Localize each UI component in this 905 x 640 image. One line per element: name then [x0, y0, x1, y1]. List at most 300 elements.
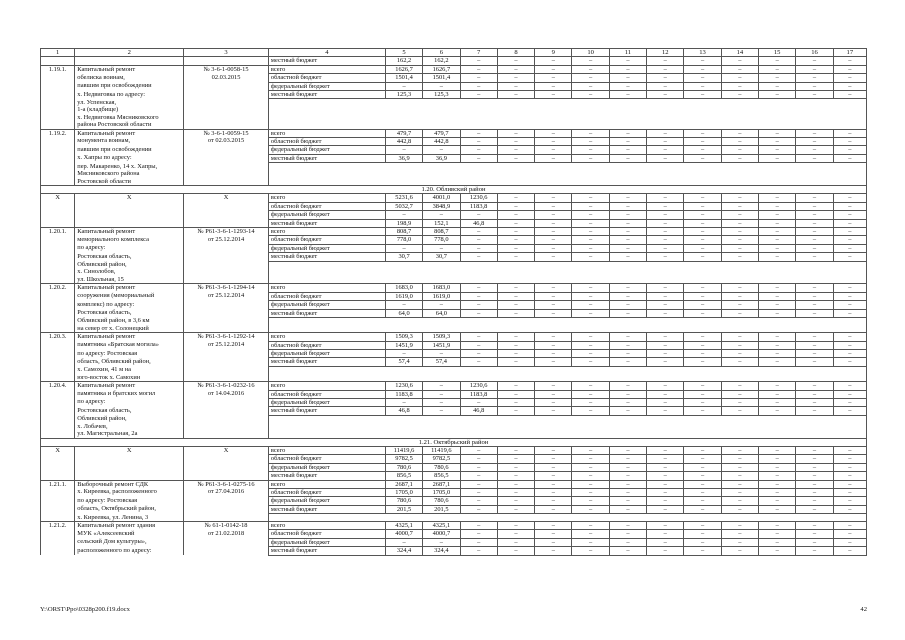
value-col9-cell: – — [535, 382, 572, 390]
document-cell — [184, 178, 269, 186]
value-col8-cell: – — [497, 194, 534, 202]
value-col7-cell: – — [460, 505, 497, 513]
value-col8-cell: – — [497, 65, 534, 73]
row-number-cell — [41, 497, 75, 505]
value-col9-cell: – — [535, 407, 572, 415]
value-col11-cell: – — [609, 82, 646, 90]
value-col10-cell: – — [572, 194, 609, 202]
value-col5-cell: 9782,5 — [385, 455, 422, 463]
value-col15-cell: – — [759, 91, 796, 99]
value-col12-cell: – — [647, 407, 684, 415]
document-cell: № Р61-3-6-1-1292-14 — [184, 333, 269, 341]
value-col9-cell: – — [535, 154, 572, 162]
continuation-row — [41, 415, 867, 422]
value-col13-cell: – — [684, 382, 721, 390]
object-name-cell: х. Лобачев, — [75, 423, 184, 430]
section-title: 1.21. Октябрьский район — [41, 438, 867, 446]
budget-source-cell: областной бюджет — [268, 202, 385, 210]
continuation-row — [41, 317, 867, 324]
value-col9-cell: – — [535, 390, 572, 398]
object-name-cell: Ростовская область, — [75, 407, 184, 415]
value-col12-cell: – — [647, 398, 684, 406]
value-col16-cell: – — [796, 65, 833, 73]
value-col16-cell: – — [796, 129, 833, 137]
value-col7-cell: – — [460, 538, 497, 546]
value-col6-cell: – — [423, 398, 460, 406]
value-col14-cell: – — [721, 65, 758, 73]
value-col5-cell: 1451,9 — [385, 341, 422, 349]
value-col9-cell: – — [535, 82, 572, 90]
value-col11-cell: – — [609, 211, 646, 219]
value-col16-cell: – — [796, 522, 833, 530]
table-row — [41, 236, 867, 244]
value-col17-cell: – — [833, 522, 866, 530]
value-col7-cell: – — [460, 227, 497, 235]
value-col8-cell: – — [497, 202, 534, 210]
value-col11-cell: – — [609, 497, 646, 505]
table-row — [41, 211, 867, 219]
row-number-cell — [41, 390, 75, 398]
value-col11-cell: – — [609, 91, 646, 99]
value-col7-cell: – — [460, 547, 497, 555]
value-col17-cell: – — [833, 455, 866, 463]
budget-source-cell: местный бюджет — [268, 91, 385, 99]
value-col10-cell: – — [572, 547, 609, 555]
row-number-cell: 1.21.2. — [41, 522, 75, 530]
column-number-header: 17 — [833, 49, 866, 57]
value-col12-cell: – — [647, 194, 684, 202]
value-col7-cell: – — [460, 446, 497, 454]
row-number-cell — [41, 430, 75, 438]
table-row — [41, 219, 867, 227]
value-col13-cell: – — [684, 244, 721, 252]
value-col6-cell: 57,4 — [423, 358, 460, 366]
document-cell — [184, 114, 269, 121]
row-number-cell — [41, 261, 75, 268]
value-col7-cell: – — [460, 292, 497, 300]
value-col9-cell: – — [535, 137, 572, 145]
budget-source-cell: местный бюджет — [268, 219, 385, 227]
value-col12-cell: – — [647, 382, 684, 390]
continuation-row — [41, 514, 867, 522]
value-col15-cell: – — [759, 129, 796, 137]
row-number-cell — [41, 530, 75, 538]
value-col8-cell: – — [497, 333, 534, 341]
value-col14-cell: – — [721, 505, 758, 513]
row-number-cell — [41, 244, 75, 252]
value-col6-cell: 30,7 — [423, 253, 460, 261]
value-col11-cell: – — [609, 65, 646, 73]
table-row — [41, 227, 867, 235]
value-col14-cell: – — [721, 398, 758, 406]
value-col12-cell: – — [647, 202, 684, 210]
value-col10-cell: – — [572, 390, 609, 398]
value-col17-cell: – — [833, 480, 866, 488]
value-col15-cell: – — [759, 407, 796, 415]
value-col15-cell: – — [759, 358, 796, 366]
value-col13-cell: – — [684, 530, 721, 538]
value-col5-cell: 1501,4 — [385, 74, 422, 82]
object-name-cell: х. Синолобов, — [75, 268, 184, 275]
value-col10-cell: – — [572, 202, 609, 210]
continuation-row — [41, 276, 867, 284]
value-col7-cell: – — [460, 398, 497, 406]
budget-source-cell: федеральный бюджет — [268, 497, 385, 505]
value-col13-cell: – — [684, 505, 721, 513]
value-col7-cell: – — [460, 211, 497, 219]
table-row — [41, 129, 867, 137]
value-col8-cell: – — [497, 91, 534, 99]
value-col6-cell: 1501,4 — [423, 74, 460, 82]
object-name-cell: Капитальный ремонт здания — [75, 522, 184, 530]
value-col5-cell: 125,3 — [385, 91, 422, 99]
value-col15-cell: – — [759, 253, 796, 261]
value-col6-cell: 152,1 — [423, 219, 460, 227]
value-col16-cell: – — [796, 446, 833, 454]
budget-source-cell: всего — [268, 194, 385, 202]
row-number-cell — [41, 358, 75, 366]
row-number-cell — [41, 463, 75, 471]
document-cell — [184, 350, 269, 358]
value-col5-cell: 1619,0 — [385, 292, 422, 300]
value-col7-cell: – — [460, 154, 497, 162]
value-col13-cell: – — [684, 137, 721, 145]
value-col13-cell: – — [684, 398, 721, 406]
value-col16-cell: – — [796, 236, 833, 244]
value-col5-cell: 4000,7 — [385, 530, 422, 538]
value-col11-cell: – — [609, 292, 646, 300]
continuation-row — [41, 178, 867, 186]
value-col12-cell: – — [647, 219, 684, 227]
value-col9-cell: – — [535, 358, 572, 366]
value-col7-cell: 46,8 — [460, 407, 497, 415]
row-number-cell — [41, 57, 75, 65]
value-col10-cell: – — [572, 129, 609, 137]
value-col13-cell: – — [684, 91, 721, 99]
value-col14-cell: – — [721, 91, 758, 99]
object-name-cell: МУК «Алексеевский — [75, 530, 184, 538]
document-cell: от 14.04.2016 — [184, 390, 269, 398]
value-col5-cell: 46,8 — [385, 407, 422, 415]
value-col12-cell: – — [647, 530, 684, 538]
row-number-cell — [41, 99, 75, 106]
object-name-cell — [75, 57, 184, 65]
value-col8-cell: – — [497, 538, 534, 546]
value-col13-cell: – — [684, 74, 721, 82]
table-row — [41, 333, 867, 341]
value-col11-cell: – — [609, 301, 646, 309]
value-col8-cell: – — [497, 129, 534, 137]
value-col6-cell: – — [423, 301, 460, 309]
document-cell — [184, 497, 269, 505]
value-col13-cell: – — [684, 292, 721, 300]
value-col10-cell: – — [572, 253, 609, 261]
value-col12-cell: – — [647, 538, 684, 546]
value-col7-cell: – — [460, 358, 497, 366]
value-col17-cell: – — [833, 211, 866, 219]
table-row — [41, 530, 867, 538]
value-col6-cell: 201,5 — [423, 505, 460, 513]
value-col11-cell: – — [609, 446, 646, 454]
value-col17-cell: – — [833, 301, 866, 309]
empty-cell — [268, 99, 866, 106]
column-number-header: 16 — [796, 49, 833, 57]
value-col5-cell: 778,0 — [385, 236, 422, 244]
value-col6-cell: – — [423, 407, 460, 415]
value-col10-cell: – — [572, 57, 609, 65]
value-col14-cell: – — [721, 129, 758, 137]
value-col14-cell: – — [721, 446, 758, 454]
value-col16-cell: – — [796, 301, 833, 309]
value-col6-cell: 778,0 — [423, 236, 460, 244]
value-col5-cell: 57,4 — [385, 358, 422, 366]
document-cell — [184, 463, 269, 471]
value-col15-cell: – — [759, 547, 796, 555]
value-col5-cell: 5032,7 — [385, 202, 422, 210]
value-col15-cell: – — [759, 382, 796, 390]
value-col11-cell: – — [609, 488, 646, 496]
object-name-cell: Мясниковского района — [75, 170, 184, 177]
empty-cell — [268, 163, 866, 170]
continuation-row — [41, 325, 867, 333]
value-col17-cell: – — [833, 253, 866, 261]
value-col14-cell: – — [721, 358, 758, 366]
document-cell: Х — [184, 194, 269, 202]
object-name-cell — [75, 219, 184, 227]
value-col14-cell: – — [721, 530, 758, 538]
table-row — [41, 57, 867, 65]
value-col8-cell: – — [497, 480, 534, 488]
value-col10-cell: – — [572, 301, 609, 309]
row-number-cell — [41, 146, 75, 154]
value-col17-cell: – — [833, 194, 866, 202]
value-col13-cell: – — [684, 227, 721, 235]
object-name-cell: по адресу: — [75, 244, 184, 252]
value-col6-cell: – — [423, 244, 460, 252]
value-col8-cell: – — [497, 74, 534, 82]
value-col15-cell: – — [759, 194, 796, 202]
object-name-cell: ул. Успенская, — [75, 99, 184, 106]
value-col13-cell: – — [684, 547, 721, 555]
value-col10-cell: – — [572, 65, 609, 73]
value-col15-cell: – — [759, 65, 796, 73]
row-number-cell — [41, 309, 75, 317]
value-col14-cell: – — [721, 137, 758, 145]
value-col12-cell: – — [647, 74, 684, 82]
value-col5-cell: 2687,1 — [385, 480, 422, 488]
document-cell — [184, 358, 269, 366]
value-col16-cell: – — [796, 284, 833, 292]
object-name-cell: пер. Макаренко, 14 х. Хапры, — [75, 163, 184, 170]
document-cell: № Р61-3-6-1-0232-16 — [184, 382, 269, 390]
value-col14-cell: – — [721, 390, 758, 398]
object-name-cell: павшим при освобождении — [75, 82, 184, 90]
empty-cell — [268, 374, 866, 382]
value-col9-cell: – — [535, 219, 572, 227]
value-col8-cell: – — [497, 301, 534, 309]
value-col13-cell: – — [684, 446, 721, 454]
value-col12-cell: – — [647, 211, 684, 219]
value-col6-cell: 780,6 — [423, 497, 460, 505]
value-col10-cell: – — [572, 146, 609, 154]
value-col8-cell: – — [497, 292, 534, 300]
object-name-cell: сельский Дом культуры», — [75, 538, 184, 546]
document-cell: от 21.02.2018 — [184, 530, 269, 538]
empty-cell — [268, 423, 866, 430]
value-col7-cell: – — [460, 253, 497, 261]
row-number-cell — [41, 276, 75, 284]
value-col8-cell: – — [497, 350, 534, 358]
object-name-cell: Обливский район, — [75, 415, 184, 422]
row-number-cell — [41, 268, 75, 275]
value-col5-cell: 856,5 — [385, 472, 422, 480]
document-cell — [184, 82, 269, 90]
value-col5-cell: 442,8 — [385, 137, 422, 145]
row-number-cell — [41, 547, 75, 555]
value-col9-cell: – — [535, 530, 572, 538]
value-col7-cell: – — [460, 309, 497, 317]
table-row — [41, 65, 867, 73]
value-col8-cell: – — [497, 253, 534, 261]
value-col6-cell: 479,7 — [423, 129, 460, 137]
value-col6-cell: 442,8 — [423, 137, 460, 145]
value-col7-cell: 1230,6 — [460, 194, 497, 202]
row-number-cell — [41, 74, 75, 82]
value-col12-cell: – — [647, 505, 684, 513]
budget-source-cell: всего — [268, 522, 385, 530]
object-name-cell: памятника «Братская могила» — [75, 341, 184, 349]
value-col5-cell: 324,4 — [385, 547, 422, 555]
value-col6-cell: 64,0 — [423, 309, 460, 317]
empty-cell — [268, 178, 866, 186]
budget-source-cell: всего — [268, 284, 385, 292]
value-col16-cell: – — [796, 309, 833, 317]
value-col13-cell: – — [684, 497, 721, 505]
value-col5-cell: – — [385, 211, 422, 219]
value-col10-cell: – — [572, 154, 609, 162]
object-name-cell: по адресу: Ростовская — [75, 350, 184, 358]
object-name-cell: х. Киреевка, расположенного — [75, 488, 184, 496]
empty-cell — [268, 430, 866, 438]
row-number-cell — [41, 415, 75, 422]
value-col10-cell: – — [572, 530, 609, 538]
value-col17-cell: – — [833, 129, 866, 137]
empty-cell — [268, 170, 866, 177]
object-name-cell — [75, 202, 184, 210]
value-col11-cell: – — [609, 253, 646, 261]
empty-cell — [268, 106, 866, 113]
value-col9-cell: – — [535, 244, 572, 252]
document-cell — [184, 514, 269, 522]
value-col8-cell: – — [497, 547, 534, 555]
document-cell — [184, 261, 269, 268]
budget-source-cell: федеральный бюджет — [268, 211, 385, 219]
value-col14-cell: – — [721, 82, 758, 90]
column-number-header: 8 — [497, 49, 534, 57]
value-col14-cell: – — [721, 219, 758, 227]
value-col12-cell: – — [647, 253, 684, 261]
value-col9-cell: – — [535, 455, 572, 463]
document-cell — [184, 325, 269, 333]
budget-source-cell: всего — [268, 480, 385, 488]
value-col8-cell: – — [497, 219, 534, 227]
value-col16-cell: – — [796, 472, 833, 480]
value-col7-cell: – — [460, 65, 497, 73]
value-col6-cell: 162,2 — [423, 57, 460, 65]
value-col7-cell: 1183,8 — [460, 202, 497, 210]
row-number-cell — [41, 341, 75, 349]
table-row — [41, 497, 867, 505]
value-col17-cell: – — [833, 292, 866, 300]
value-col11-cell: – — [609, 472, 646, 480]
object-name-cell — [75, 472, 184, 480]
value-col8-cell: – — [497, 382, 534, 390]
value-col16-cell: – — [796, 547, 833, 555]
value-col11-cell: – — [609, 154, 646, 162]
budget-source-cell: областной бюджет — [268, 390, 385, 398]
table-row — [41, 446, 867, 454]
value-col6-cell: 1619,0 — [423, 292, 460, 300]
program-table — [40, 48, 867, 556]
column-number-header: 5 — [385, 49, 422, 57]
value-col12-cell: – — [647, 350, 684, 358]
value-col16-cell: – — [796, 505, 833, 513]
document-cell — [184, 366, 269, 373]
budget-source-cell: областной бюджет — [268, 455, 385, 463]
value-col17-cell: – — [833, 74, 866, 82]
row-number-cell: 1.20.2. — [41, 284, 75, 292]
value-col17-cell: – — [833, 463, 866, 471]
value-col12-cell: – — [647, 358, 684, 366]
document-cell — [184, 423, 269, 430]
value-col13-cell: – — [684, 154, 721, 162]
value-col11-cell: – — [609, 350, 646, 358]
object-name-cell: мемориального комплекса — [75, 236, 184, 244]
value-col7-cell: 1230,6 — [460, 382, 497, 390]
object-name-cell: района Ростовской области — [75, 121, 184, 129]
object-name-cell: по адресу: — [75, 398, 184, 406]
document-cell — [184, 472, 269, 480]
row-number-cell — [41, 350, 75, 358]
value-col11-cell: – — [609, 538, 646, 546]
value-col12-cell: – — [647, 154, 684, 162]
value-col6-cell: 856,5 — [423, 472, 460, 480]
table-row — [41, 505, 867, 513]
column-number-header: 2 — [75, 49, 184, 57]
budget-source-cell: областной бюджет — [268, 236, 385, 244]
value-col8-cell: – — [497, 455, 534, 463]
value-col15-cell: – — [759, 488, 796, 496]
value-col14-cell: – — [721, 211, 758, 219]
table-row — [41, 244, 867, 252]
document-cell: № Р61-3-6-1-1294-14 — [184, 284, 269, 292]
continuation-row — [41, 268, 867, 275]
value-col15-cell: – — [759, 446, 796, 454]
value-col11-cell: – — [609, 480, 646, 488]
value-col17-cell: – — [833, 146, 866, 154]
value-col11-cell: – — [609, 398, 646, 406]
budget-source-cell: всего — [268, 65, 385, 73]
value-col12-cell: – — [647, 236, 684, 244]
object-name-cell: Х — [75, 446, 184, 454]
value-col16-cell: – — [796, 358, 833, 366]
value-col10-cell: – — [572, 244, 609, 252]
value-col7-cell: – — [460, 472, 497, 480]
value-col17-cell: – — [833, 382, 866, 390]
value-col9-cell: – — [535, 146, 572, 154]
value-col13-cell: – — [684, 480, 721, 488]
row-number-cell: 1.19.2. — [41, 129, 75, 137]
